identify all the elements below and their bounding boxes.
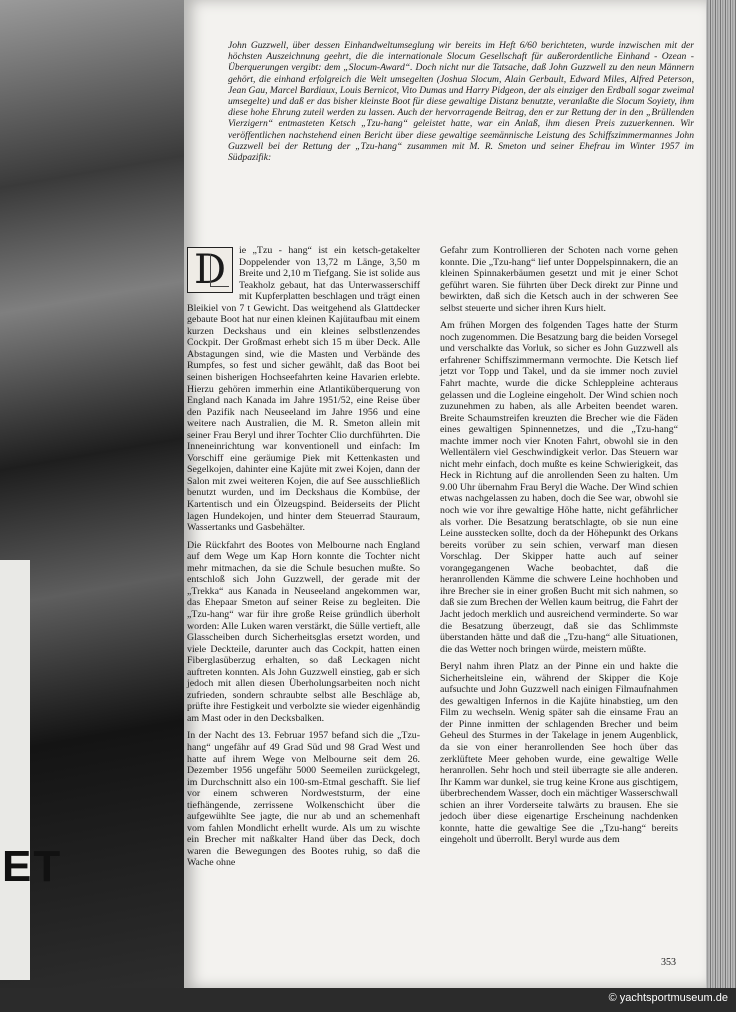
paragraph: Die Rückfahrt des Bootes von Melbourne nach England auf dem Wege um Kap Horn konnte die Tochter nicht mehr mitmachen, da sie die Schule besuchen mußte. So entschloß sich John Guzzwell, der gerade mit der „Trekka“ aus Kanada in Neuseeland angekommen war, das Ehepaar Smeton auf seiner Reise zu begleiten. Die „Tzu-hang“ war für ihre große Reise gründlich überholt worden: Alle Luken waren verstärkt, die Sülle vertieft, alle Glasscheiben durch Sicherheitsglas ersetzt worden, und viele Deckteile, darunter auch das Cockpit, hatten einen Fiberglasüberzug erhalten, so daß Leckagen nicht auftreten konnten. Als John Guzzwell einstieg, gab er sich jedoch mit allen diesen Überholungsarbeiten noch nicht zufrieden, sondern schraubte selbst alle Beschläge ab, prüfte ihre Festigkeit und verbolzte sie wieder eigenhändig am Mast oder in den Decksbalken.	[187, 539, 420, 724]
photo-spread-left	[0, 0, 190, 1012]
photo-white-strip	[0, 560, 30, 980]
ornament-icon	[210, 254, 229, 287]
page-edge-stack	[706, 0, 736, 988]
paragraph: D ie „Tzu - hang“ ist ein ketsch-getakelter Doppelender von 13,72 m Länge, 3,50 m Breite und 2,10 m Tiefgang. Sie ist solide aus Teakholz gebaut, hat das Unterwasserschiff mit Kupferplatten beschlagen und trägt einen Bleikiel von 7 t Gewicht. Das weitgehend als Glattdecker gebaute Boot hat nur einen kleinen Kajütaufbau mit einem kurzen Deckshaus und ein kleines selbstlenzendes Cockpit. Der Großmast erhebt sich 15 m über Deck. Alle Abstagungen sind, wie die Masten und Verbände des Rumpfes, so fest und sicher gewählt, daß das Boot bei seinen bisherigen Hochseefahrten keine Havarien erlebte. Hierzu gehören immerhin eine Atlantiküberquerung von England nach Kanada im Jahre 1951/52, eine Reise über den Pazifik nach Neuseeland im Jahre 1956 und eine weitere nach Australien, die M. R. Smeton allein mit seiner Frau Beryl und ihrer Tochter Clio durchführten. Die Inneneinrichtung war konventionell und einfach: Im Vorschiff eine geräumige Piek mit Kettenkasten und Segelkojen, dahinter eine Kajüte mit zwei Kojen, dann der Salon mit zwei weiteren Kojen, die auf See ausschließlich benutzt wurden, und im Deckshaus die Kombüse, der Kartentisch und ein Ölzeugspind. Beiderseits der Plicht lagen Hundekojen, und hinter dem Steuerrad Stauraum, Wassertanks und Gasbehälter.	[187, 245, 420, 534]
paragraph: Gefahr zum Kontrollieren der Schoten nach vorne gehen konnte. Die „Tzu-hang“ lief unter Doppelspinnakern, die an kleinen Spinnakerbäumen gesetzt und mit je einer Schot geführt waren. Sie führten über Deck direkt zur Pinne und bewirkten, daß sich die Ketsch auch in der schweren See selbst steuerte und sicher ihren Kurs hielt.	[440, 245, 678, 314]
intro-paragraph: John Guzzwell, über dessen Einhandweltumseglung wir bereits im Heft 6/60 berichteten, wurde inzwischen mit der höchsten Auszeichnung geehrt, die die internationale Slocum Gesellschaft für außerordentliche Einhand - Ozean - Überquerungen vergibt: dem „Slocum-Award“. Doch nicht nur die Tatsache, daß John Guzzwell zu den neun Männern gehört, die einhand erfolgreich die Welt umsegelten (Joshua Slocum, Alain Gerbault, Edward Miles, Alfred Peterson, Jean Gau, Marcel Bardiaux, Louis Bernicot, Vito Dumas und Harry Pidgeon, der als einziger den Erdball sogar zweimal umsegelte) und daß er das bisher kleinste Boot für diese gewaltige Distanz benutzte, veranlaßte die Slocum Soyiety, ihm diese hohe Ehrung zuteil werden zu lassen. Auch der hervorragende Beitrag, den er zur Rettung der in den „Brüllenden Vierzigern“ entmasteten Ketsch „Tzu-hang“ geleistet hatte, war ein Anlaß, ihm diesen Preis zuzuerkennen. Wir veröffentlichen nachstehend einen Bericht über diese gewaltige seemännische Leistung des Schiffszimmermannes John Guzzwell bei der Rettung der „Tzu-hang“ zusammen mit M. R. Smeton und seiner Ehefrau im Winter 1957 im Südpazifik:	[228, 40, 694, 164]
article-column-left	[187, 245, 420, 875]
paragraph: In der Nacht des 13. Februar 1957 befand sich die „Tzu-hang“ ungefähr auf 49 Grad Süd und 98 Grad West und hatte auf ihrem Wege von Melbourne seit dem 26. Dezember 1956 ungefähr 5000 Seemeilen zurückgelegt, im Durchschnitt also ein 100-sm-Etmal geschafft. Sie lief vor einem schweren Nordweststurm, der eine tiefhängende, zerrissene Wolkenschicht über die aufgewühlte See jagte, die nur ab und an schemenhaft vom fahlen Mondlicht erhellt wurde. Als um zu wischte ein Brecher mit naßkalter Hand über das Deck, doch waren die Bewegungen des Bootes ruhig, so daß die Wache ohne	[187, 730, 420, 869]
dropcap-initial: D	[187, 247, 233, 293]
paragraph: Beryl nahm ihren Platz an der Pinne ein und hakte die Sicherheitsleine ein, während der Skipper die Koje aufsuchte und John Guzzwell nach einigen Filmaufnahmen des gewaltigen Infernos in die Kajüte hinabstieg, um den Film zu wechseln. Wenig später sah die einsame Frau an der Pinne inmitten der schlagenden Brecher und beim Geheul des Sturmes in der Takelage in jenem Augenblick, da sie von einer heranrollenden See hoch über das zerklüftete Meer gehoben wurde, eine gewaltige Welle heranrollen. Sehr hoch und steil überragte sie alle anderen. Ihr Kamm war dunkel, sie trug keine Krone aus gischtigem, überbrechendem Wasser, doch ein mächtiger Wasserschwall schien an ihrer Vorderseite talwärts zu brausen. Ehe sie jedoch über diese eigenartige Erscheinung nachdenken konnte, hatte die gewaltige See die „Tzu-hang“ bereits eingeholt und überrollt. Beryl wurde aus dem	[440, 661, 678, 846]
page-number: 353	[661, 957, 676, 968]
watermark: © yachtsportmuseum.de	[608, 992, 728, 1004]
paragraph: Am frühen Morgen des folgenden Tages hatte der Sturm noch zugenommen. Die Besatzung barg die beiden Vorsegel und verschalkte das Vorluk, so sicher es John Guzzwell als erfahrener Schiffszimmermann vermochte. Die Ketsch lief jetzt vor Topp und Takel, und da sie immer noch zuviel Fahrt machte, wurde die dicke Schleppleine achteraus gelassen und die Logleine eingeholt. Der Wind schien noch zuzunehmen zu haben, als alle Arbeiten beendet waren. Breite Schaumstreifen kreuzten die Brecher wie die Fäden eines gewaltigen Spinnennetzes, und die „Tzu-hang“ machte immer noch vier Knoten Fahrt, obwohl sie in den Wellentälern viel Geschwindigkeit verlor. Das Steuern war nicht mehr einfach, doch mußte es keine Schwierigkeit, das Heck in Richtung auf die anrollenden Seen zu halten. Um 9.00 Uhr übernahm Frau Beryl die Wache. Der Wind schien etwas nachgelassen zu haben, doch die See war, obwohl sie noch wie vor ihre gewaltige Höhe hatte, nicht gefährlicher als vorher. Die Besatzung beratschlagte, ob sie nun eine Leine ausstecken sollte, doch da der Höhepunkt des Orkans bereits vorüber zu sein schien, verwarf man diesen Vorschlag. Der Skipper hatte auch auf seiner vorangegangenen Wache beobachtet, daß die heranrollenden Kämme die schwere Leine hochhoben und ihre Brecher sie in einer großen Bucht mit sich nahmen, so daß sie zum Brechen der Wellen kaum beitrug, die Fahrt der Jacht jedoch merklich und ausreichend verminderte. So war die Besatzung überzeugt, daß sie das Schlimmste überstanden hätte und daß die „Tzu-hang“ alle Situationen, die das Wetter noch bringen würde, meistern müßte.	[440, 320, 678, 655]
article-column-right	[440, 245, 678, 852]
photo-headline-letters: ET	[2, 842, 63, 891]
